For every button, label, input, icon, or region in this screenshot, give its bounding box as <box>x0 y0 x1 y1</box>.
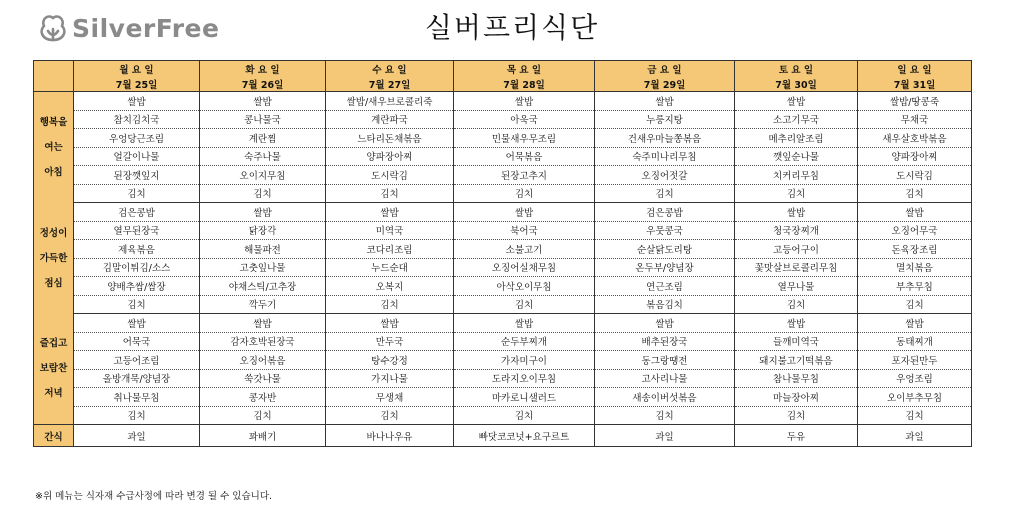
day-name: 목 요 일 <box>454 61 595 77</box>
menu-cell: 김치 <box>326 295 454 314</box>
menu-cell: 깍두기 <box>200 295 326 314</box>
menu-cell: 고춧잎나물 <box>200 258 326 277</box>
menu-cell: 얼갈이나물 <box>74 147 200 166</box>
menu-cell: 포자된만두 <box>858 351 972 370</box>
menu-cell: 과일 <box>74 425 200 447</box>
menu-cell: 오징어실채무침 <box>454 258 595 277</box>
menu-cell: 탕수강정 <box>326 351 454 370</box>
menu-cell: 쌀밥 <box>735 203 858 222</box>
menu-cell: 과일 <box>858 425 972 447</box>
meal-label-line: 여는 <box>44 141 63 153</box>
meal-label-dinner <box>34 314 74 425</box>
meal-label-line: 정성이 <box>39 227 68 239</box>
menu-cell: 우엉당근조림 <box>74 129 200 148</box>
breakfast-row <box>34 184 972 203</box>
menu-cell: 아삭오이무침 <box>454 277 595 296</box>
weekly-menu-table <box>33 60 972 447</box>
meal-label-line: 보람찬 <box>39 363 68 375</box>
menu-cell: 빠닷코코넛+요구르트 <box>454 425 595 447</box>
lunch-row <box>34 277 972 296</box>
menu-cell: 쌀밥 <box>595 314 735 333</box>
menu-cell: 들깨미역국 <box>735 332 858 351</box>
menu-cell: 쌀밥 <box>326 203 454 222</box>
menu-cell: 과일 <box>595 425 735 447</box>
dinner-row <box>34 369 972 388</box>
menu-cell: 쌀밥 <box>74 314 200 333</box>
menu-cell: 고등어조림 <box>74 351 200 370</box>
menu-cell: 도라지오이무침 <box>454 369 595 388</box>
menu-cell: 쌀밥 <box>200 314 326 333</box>
snack-row <box>34 425 972 447</box>
menu-cell: 김치 <box>735 295 858 314</box>
breakfast-row <box>34 166 972 185</box>
menu-cell: 김치 <box>858 184 972 203</box>
menu-cell: 어묵볶음 <box>454 147 595 166</box>
dinner-row <box>34 332 972 351</box>
menu-cell: 김치 <box>454 406 595 425</box>
day-name-row <box>34 61 972 77</box>
day-date: 7월 29일 <box>595 76 735 92</box>
corner-cell <box>34 61 74 92</box>
menu-cell: 누드순대 <box>326 258 454 277</box>
menu-cell: 쌀밥 <box>858 203 972 222</box>
menu-cell: 오징어무국 <box>858 221 972 240</box>
lunch-row <box>34 258 972 277</box>
menu-cell: 쌀밥 <box>200 92 326 111</box>
menu-cell: 닭장각 <box>200 221 326 240</box>
menu-cell: 검은콩밥 <box>595 203 735 222</box>
menu-cell: 돼지불고기떡볶음 <box>735 351 858 370</box>
menu-cell: 마늘장아찌 <box>735 388 858 407</box>
menu-cell: 동그랑땡전 <box>595 351 735 370</box>
brand-name: SilverFree <box>72 13 220 43</box>
meal-label-line: 가득한 <box>39 252 68 264</box>
menu-cell: 돈육장조림 <box>858 240 972 259</box>
menu-cell: 쌀밥 <box>454 92 595 111</box>
menu-cell: 양파장아찌 <box>858 147 972 166</box>
menu-cell: 바나나우유 <box>326 425 454 447</box>
meal-body <box>34 92 972 425</box>
dinner-row <box>34 406 972 425</box>
meal-label-breakfast <box>34 92 74 203</box>
menu-cell: 고등어구이 <box>735 240 858 259</box>
menu-cell: 쌀밥 <box>454 314 595 333</box>
menu-cell: 북어국 <box>454 221 595 240</box>
day-date-row <box>34 76 972 92</box>
menu-cell: 콩나물국 <box>200 110 326 129</box>
menu-cell: 양배추쌈/쌈장 <box>74 277 200 296</box>
menu-cell: 참치김치국 <box>74 110 200 129</box>
menu-cell: 순살닭도리탕 <box>595 240 735 259</box>
menu-cell: 도시락김 <box>858 166 972 185</box>
meal-label-lunch <box>34 203 74 314</box>
lunch-row <box>34 203 972 222</box>
menu-cell: 김치 <box>200 406 326 425</box>
breakfast-row <box>34 147 972 166</box>
menu-cell: 감자호박된장국 <box>200 332 326 351</box>
menu-cell: 오징어볶음 <box>200 351 326 370</box>
menu-cell: 메추리알조림 <box>735 129 858 148</box>
menu-cell: 김치 <box>454 184 595 203</box>
menu-cell: 해물파전 <box>200 240 326 259</box>
menu-cell: 김치 <box>326 406 454 425</box>
menu-cell: 코다리조림 <box>326 240 454 259</box>
menu-cell: 치커리무침 <box>735 166 858 185</box>
meal-label-line: 점심 <box>44 277 63 289</box>
day-date: 7월 30일 <box>735 76 858 92</box>
menu-cell: 열무나물 <box>735 277 858 296</box>
meal-label-line: 행복을 <box>39 116 68 128</box>
menu-cell: 쌀밥 <box>74 92 200 111</box>
menu-cell: 김치 <box>326 184 454 203</box>
menu-cell: 오징어젓갈 <box>595 166 735 185</box>
menu-cell: 취나물무침 <box>74 388 200 407</box>
menu-cell: 야채스틱/고추장 <box>200 277 326 296</box>
menu-cell: 누룽지탕 <box>595 110 735 129</box>
menu-cell: 숙주나물 <box>200 147 326 166</box>
menu-cell: 김치 <box>858 406 972 425</box>
menu-cell: 오이부추무침 <box>858 388 972 407</box>
menu-cell: 계란파국 <box>326 110 454 129</box>
menu-cell: 쌀밥 <box>454 203 595 222</box>
menu-cell: 쌀밥 <box>326 314 454 333</box>
menu-cell: 연근조림 <box>595 277 735 296</box>
menu-cell: 김치 <box>595 406 735 425</box>
menu-cell: 김치 <box>858 295 972 314</box>
menu-cell: 양파장아찌 <box>326 147 454 166</box>
menu-cell: 된장깻잎지 <box>74 166 200 185</box>
menu-cell: 오이지무침 <box>200 166 326 185</box>
dinner-row <box>34 388 972 407</box>
menu-cell: 소불고기 <box>454 240 595 259</box>
menu-cell: 멸치볶음 <box>858 258 972 277</box>
menu-cell: 꽃맛살브로콜리무침 <box>735 258 858 277</box>
menu-cell: 배추된장국 <box>595 332 735 351</box>
day-name: 일 요 일 <box>858 61 972 77</box>
lunch-row <box>34 221 972 240</box>
menu-cell: 아욱국 <box>454 110 595 129</box>
menu-cell: 김말이튀김/소스 <box>74 258 200 277</box>
menu-cell: 느타리돈채볶음 <box>326 129 454 148</box>
dinner-row <box>34 314 972 333</box>
menu-cell: 깻잎순나물 <box>735 147 858 166</box>
menu-cell: 두유 <box>735 425 858 447</box>
day-date: 7월 31일 <box>858 76 972 92</box>
menu-cell: 무채국 <box>858 110 972 129</box>
menu-cell: 쌀밥 <box>595 92 735 111</box>
day-name: 화 요 일 <box>200 61 326 77</box>
menu-cell: 민물새우무조림 <box>454 129 595 148</box>
breakfast-row <box>34 129 972 148</box>
menu-cell: 우엉조림 <box>858 369 972 388</box>
menu-cell: 건새우마늘쫑볶음 <box>595 129 735 148</box>
menu-cell: 검은콩밥 <box>74 203 200 222</box>
menu-cell: 부추무침 <box>858 277 972 296</box>
menu-cell: 만두국 <box>326 332 454 351</box>
menu-cell: 쑥갓나물 <box>200 369 326 388</box>
menu-cell: 올방개묵/양념장 <box>74 369 200 388</box>
menu-cell: 된장고추지 <box>454 166 595 185</box>
meal-label-line: 즐겁고 <box>39 338 68 350</box>
menu-cell: 김치 <box>595 184 735 203</box>
day-date: 7월 27일 <box>326 76 454 92</box>
meal-label-line: 아침 <box>44 166 63 178</box>
lunch-row <box>34 240 972 259</box>
menu-cell: 김치 <box>454 295 595 314</box>
day-name: 금 요 일 <box>595 61 735 77</box>
menu-cell: 쌀밥 <box>735 92 858 111</box>
menu-cell: 꽈배기 <box>200 425 326 447</box>
menu-cell: 김치 <box>735 184 858 203</box>
menu-cell: 우뭇콩국 <box>595 221 735 240</box>
menu-cell: 계란찜 <box>200 129 326 148</box>
menu-cell: 쌀밥 <box>735 314 858 333</box>
menu-cell: 열무된장국 <box>74 221 200 240</box>
day-date: 7월 28일 <box>454 76 595 92</box>
day-name: 토 요 일 <box>735 61 858 77</box>
menu-cell: 오복지 <box>326 277 454 296</box>
menu-cell: 동태찌개 <box>858 332 972 351</box>
menu-cell: 김치 <box>200 184 326 203</box>
menu-cell: 참나물무침 <box>735 369 858 388</box>
menu-cell: 김치 <box>74 406 200 425</box>
day-name: 수 요 일 <box>326 61 454 77</box>
menu-cell: 소고기무국 <box>735 110 858 129</box>
menu-cell: 김치 <box>74 184 200 203</box>
menu-cell: 콩자반 <box>200 388 326 407</box>
day-date: 7월 25일 <box>74 76 200 92</box>
menu-cell: 가지나물 <box>326 369 454 388</box>
menu-cell: 제육볶음 <box>74 240 200 259</box>
menu-cell: 쌀밥 <box>200 203 326 222</box>
day-date: 7월 26일 <box>200 76 326 92</box>
lunch-row <box>34 295 972 314</box>
day-name: 월 요 일 <box>74 61 200 77</box>
menu-cell: 볶음김치 <box>595 295 735 314</box>
menu-cell: 새우살호박볶음 <box>858 129 972 148</box>
menu-cell: 도시락김 <box>326 166 454 185</box>
menu-cell: 미역국 <box>326 221 454 240</box>
menu-cell: 가자미구이 <box>454 351 595 370</box>
breakfast-row <box>34 110 972 129</box>
menu-cell: 쌀밥/땅콩죽 <box>858 92 972 111</box>
meal-label-line: 저녁 <box>44 388 63 400</box>
menu-cell: 김치 <box>74 295 200 314</box>
menu-cell: 쌀밥 <box>858 314 972 333</box>
page-title: 실버프리식단 <box>424 11 600 44</box>
menu-cell: 청국장찌개 <box>735 221 858 240</box>
footnote: ※위 메뉴는 식자재 수급사정에 따라 변경 될 수 있습니다. <box>35 491 273 502</box>
menu-cell: 고사리나물 <box>595 369 735 388</box>
dinner-row <box>34 351 972 370</box>
meal-label-snack: 간식 <box>34 425 74 447</box>
menu-cell: 마카로니샐러드 <box>454 388 595 407</box>
menu-cell: 온두부/양념장 <box>595 258 735 277</box>
menu-cell: 김치 <box>735 406 858 425</box>
menu-cell: 숙주미나리무침 <box>595 147 735 166</box>
menu-cell: 순두부찌개 <box>454 332 595 351</box>
breakfast-row <box>34 92 972 111</box>
menu-cell: 어묵국 <box>74 332 200 351</box>
menu-cell: 무생채 <box>326 388 454 407</box>
menu-cell: 쌀밥/새우브로콜리죽 <box>326 92 454 111</box>
menu-cell: 새송이버섯볶음 <box>595 388 735 407</box>
